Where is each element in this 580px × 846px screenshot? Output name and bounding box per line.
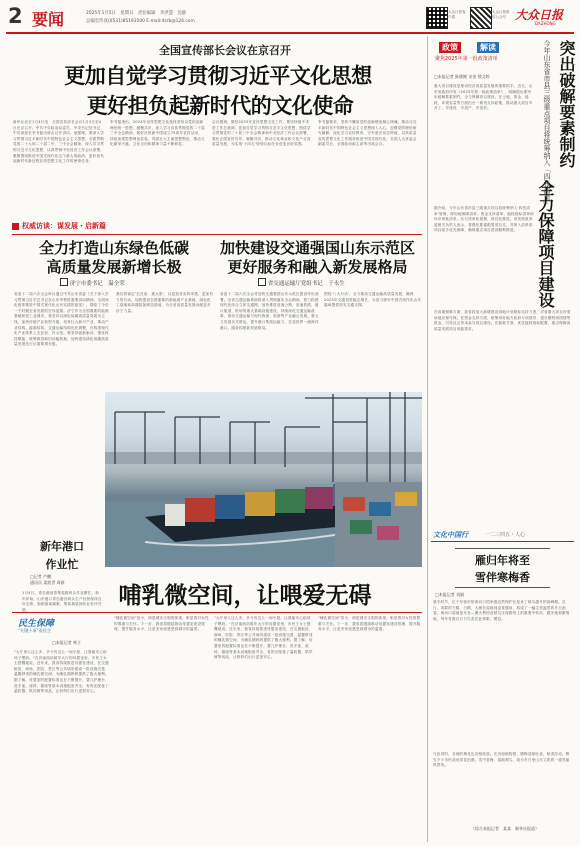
lower-byline: □本报记者 林立: [52, 640, 82, 645]
sidebar-body-3: 在用地保障方面，我省将加大新增建设用地计划指标支持力度，对省重大项目所需用地应保尽保。在资金支持方面，统筹用好地方政府专项债券、超长期特别国债等资金，引导社会资本参与项目建设。在能耗方面，优化能耗指标配置，重点保障高质量发展项目用能需求。: [434, 310, 571, 331]
special-band-label: 权威访谈：谋发展・启新篇: [22, 222, 106, 230]
photo-caption-byline: □记者 卢鹏 通讯员 姜波世 周源: [30, 574, 65, 585]
lower-body-col-2: "哺乳微空间"虽小，却是城市文明的体现，彰显着对女性的尊重与关怀。下一步，我省将继续推动母婴室建设管理，提升服务水平，让更多家庭感受到城市的温度。: [114, 616, 209, 632]
sidebar-vertical-title-2: 全力保障项目建设: [536, 180, 555, 308]
qr-code-icon: [426, 7, 448, 29]
lower-body-col-1: "大厅里人这么多，多亏有这么一间小屋，让我能安心给孩子喂奶。"在济南西站候车大厅的母婴室里，市民王女士感慨地说。近年来，我省持续推进母婴室建设，在交通枢纽、商场、医院、景区等公共场所建成一批设施完善、温馨舒适的哺乳微空间，为哺乳期妈妈提供了极大便利。据了解，母婴室的配置标准也在不断提升，婴儿护理台、洗手池、座椅、插座等基本设施配备齐全，有的还配备了温奶器、纸尿裤等用品，让妈妈们出行更加安心。: [14, 650, 109, 694]
port-photo-svg: [105, 392, 422, 567]
policy-sub: 聚焦2025年第一批政策清单: [435, 56, 498, 62]
byline-mark-icon: [60, 278, 68, 286]
culture-title-1: 雁归年将至: [475, 554, 530, 567]
sidebar-body-1: 重大项目建设是推动经济高质量发展的重要抓手。近日，山东省政府印发《2025年第一批政策清单》，明确提出要突出破解要素制约，全力保障项目建设。在土地、资金、能耗、环境容量等方面出台一系列支持政策，推动重大项目早开工、早建设、早投产、早见效。: [434, 84, 533, 111]
lead-body-col-3: 会议强调，做好2025年宣传思想文化工作，要坚持稳中求进工作总基调，更加自觉学习贯彻习近平文化思想，围绕学习贯彻党的二十届三中全会精神和中央经济工作会议部署，强化正面宣传引导，凝聚共识，推动文化事业和文化产业高质量发展，为实现'十四五'规划目标任务营造良好氛围。: [212, 120, 311, 147]
culture-byline: □本报记者 刘娟: [435, 592, 465, 597]
page-number: 2: [8, 4, 23, 28]
right-interview-byline: [258, 278, 345, 287]
lower-headline: 哺乳微空间，让喂爱无碍: [118, 583, 372, 609]
culture-tag-sub: 一二三四五・人心: [485, 532, 526, 538]
culture-tag: 文化中国行: [433, 531, 468, 539]
lead-kicker: 全国宣传部长会议在京召开: [159, 44, 291, 57]
lower-divider: [12, 612, 422, 613]
masthead-logo: 大众日报: [515, 8, 564, 22]
sidebar-body-2: 据介绍，今年山东省市县三级重点项目将统筹纳入'四张清单'管理，即用地保障清单、资金支持清单、能耗指标清单和环评审批清单，实行清单化管理、项目化推进。省发展改革委相关负责人表示，将强化要素跟着项目走，对纳入清单的项目给予优先保障，确保重点项目建设顺利推进。: [434, 206, 534, 233]
header-meta-line1: 2025年1月5日 星期日 责任编辑 李洪慧 沈静: [86, 11, 187, 16]
right-interview-title-2: 更好服务和融入新发展格局: [227, 258, 408, 276]
right-interview-body: 省委十二届六次全会对加快交通强国山东示范区建设作出部署。全省交通运输系统将深入贯彻落实全会精神，着力构建现代化综合立体交通网，加快推进高速公路、高速铁路、港口航道、机场等重大基础设施建设，持续深化交通运输改革，推动交通运输与现代物流、旅游等产业融合发展。要大力发展多式联运，提升港口集疏运能力，打造世界一流海洋港口，服务构建新发展格局。: [220, 292, 319, 330]
header-meta-line2: 总编室传真(0531)85193500 E-mail:dzrb@126.com: [86, 19, 195, 24]
special-band: [12, 221, 422, 231]
left-interview-body: 省委十二届六次全会审议通过中共山东省委《关于深入学习贯彻习近平总书记在山东考察时重要讲话精神、全面深化改革推进中国式现代化山东实践的意见》，描绘了今后一个时期全省发展的宏伟蓝图。济宁作为全国重要的能源基地和老工业城市，将坚持以绿色低碳高质量发展为主线，加快传统产业转型升级，培育壮大新兴产业，推动产业结构、能源结构、交通运输结构优化调整，在构建现代化产业体系上走在前、作示范。要坚持创新驱动，强化科技赋能，统筹推进新旧动能转换，加快建设绿色低碳高质量发展先行区重要增长极。: [14, 292, 109, 347]
lead-headline-1: 更加自觉学习贯彻习近平文化思想: [64, 64, 372, 88]
lead-body-col-4: 李书磊要求，坚持不懈用党的创新理论凝心铸魂，推动习近平新时代中国特色社会主义思想深入人心，加强党的理论研究阐释，深化学习宣传教育，守牢意识形态阵地，以高质量宣传思想文化工作服务推进中国式现代化。全国人大常委会副委员长、全国政协副主席等出席会议。: [318, 120, 417, 147]
culture-title-2: 雪伴寒梅香: [475, 571, 530, 584]
livelihood-tag-box: [14, 616, 100, 638]
sidebar-rule: [427, 36, 428, 842]
culture-box: [431, 528, 574, 842]
sidebar-vertical-sub: 今年山东省市县三级重点项目将统筹纳入「四张清单」: [543, 40, 551, 208]
policy-banner: [431, 42, 535, 64]
lead-headline-2: 更好担负起新时代的文化使命: [86, 94, 354, 118]
special-divider: [12, 234, 422, 235]
byline-mark-icon-2: [258, 278, 266, 286]
lead-body-col-1: 新华社北京1月4日电 全国宣传部长会议1月3日至4日在京召开。中共中央政治局委员、中央书记处书记、中宣部部长李书磊出席会议并讲话。他强调，要深入学习贯彻习近平新时代中国特色社会主义思想，全面贯彻党的二十大和二十届二中、三中全会精神，深入学习贯彻习近平文化思想，认真贯彻中央经济工作会议部署，紧紧围绕推进中国式现代化这个最大的政治，更好担负起新时代新征程宣传思想文化工作的使命任务。: [13, 120, 105, 164]
masthead-logo-sub: DAZHONG: [535, 21, 556, 26]
app-label-2: 大众日报微信公众号: [492, 10, 510, 19]
left-interview-title-1: 全力打造山东绿色低碳: [38, 239, 189, 257]
left-interview-title-2: 高质量发展新增长极: [46, 258, 182, 276]
livelihood-tag: 民生保障: [18, 619, 55, 629]
policy-tag: 政策: [439, 42, 461, 53]
right-interview-body-2: 围绕'八大行动'，全力推动交通运输高质量发展，确保2025年交通投资稳定增长，为奋力谱写中国式现代化山东篇章提供坚实交通支撑。: [324, 292, 422, 308]
section-title: 要闻: [32, 10, 65, 29]
left-byline-text: 济宁市委书记 温全荣: [69, 281, 125, 287]
photo-cranes: [115, 392, 422, 492]
right-byline-text: 省交通运输厅党组书记 于永生: [267, 281, 345, 287]
lead-body-col-2: 李书磊指出，2024年宣传思想文化战线坚持以党的创新理论统一思想、凝聚共识，深入学习宣传贯彻党的二十届三中全会精神，做好庆祝新中国成立75周年宣传活动，持续加强思想理论武装，巩固壮大主流思想舆论，推动文化繁荣兴盛，文化自信和精神力量不断彰显。: [110, 120, 205, 147]
header-rule: [6, 32, 574, 34]
photo-caption-text: 1月4日，青岛港前湾集装箱码头作业繁忙。新年伊始，山东港口青岛港各码头生产经营保持良好态势，船舶靠离频繁，集装箱装卸作业有序开展。: [22, 591, 102, 612]
port-photo: [105, 392, 422, 567]
photo-caption-title-2: 作业忙: [45, 558, 79, 571]
special-band-marker: [12, 223, 19, 230]
policy-tag-2: 解读: [477, 42, 499, 53]
app-label-1: 大众日报客户端: [448, 10, 466, 19]
photo-skyline: [105, 452, 422, 464]
livelihood-tag-sub: "关键小事"看民生: [18, 628, 52, 633]
sidebar-byline: □本报记者 陈晓婉 宋金 徐文婷: [434, 74, 490, 79]
lower-body-col-3: "大厅里人这么多，多亏有这么一间小屋，让我能安心给孩子喂奶。"在济南西站候车大厅的母婴室里，市民王女士感慨地说。近年来，我省持续推进母婴室建设，在交通枢纽、商场、医院、景区等公共场所建成一批设施完善、温馨舒适的哺乳微空间，为哺乳期妈妈提供了极大便利。据了解，母婴室的配置标准也在不断提升，婴儿护理台、洗手池、座椅、插座等基本设施配备齐全，有的还配备了温奶器、纸尿裤等用品，让妈妈们出行更加安心。: [214, 616, 313, 660]
culture-body: 寒冬时节，位于东营市的黄河口国家级自然保护区迎来了候鸟越冬的高峰期。近日，成群的天鹅、白鹤、大雁在湿地间觅食嬉戏，构成了一幅生机盎然的冬日画卷。黄河口湿地是东亚—澳大利西亚候鸟迁徙路线上的重要中转站、越冬地和繁殖地，每年有数百万只鸟类在此停歇、栖息。: [433, 600, 570, 621]
culture-footer: （综合本报记者 某某 新华社报道）: [471, 826, 539, 831]
qr-code-icon-2: [470, 7, 492, 29]
culture-rule: [431, 541, 574, 542]
lower-body-col-4: "哺乳微空间"虽小，却是城市文明的体现，彰显着对女性的尊重与关怀。下一步，我省将继续推动母婴室建设管理，提升服务水平，让更多家庭感受到城市的温度。: [318, 616, 421, 632]
culture-body-2: 与此同时，各地的梅花也竞相绽放。在济南植物园，腊梅迎寒吐蕊，暗香浮动，吸引不少市民前来赏花拍照。雪中赏梅、湿地观鸟，成为冬日里山东文旅的一道亮丽风景线。: [433, 752, 570, 768]
left-interview-byline: [60, 278, 125, 287]
left-interview-body-2: 我们将锚定'走在前、挑大梁'，以更加务实的举措、更加有力的行动，加快建设全国重要的新能源产业基地、绿色化工基地和高端装备制造基地，为全省高质量发展贡献更多济宁力量。: [116, 292, 214, 313]
right-interview-title-1: 加快建设交通强国山东示范区: [219, 239, 415, 257]
photo-caption-title-1: 新年港口: [40, 540, 84, 553]
sidebar-vertical-title-1: 突出破解要素制约: [557, 40, 576, 168]
page-header: [0, 0, 580, 40]
